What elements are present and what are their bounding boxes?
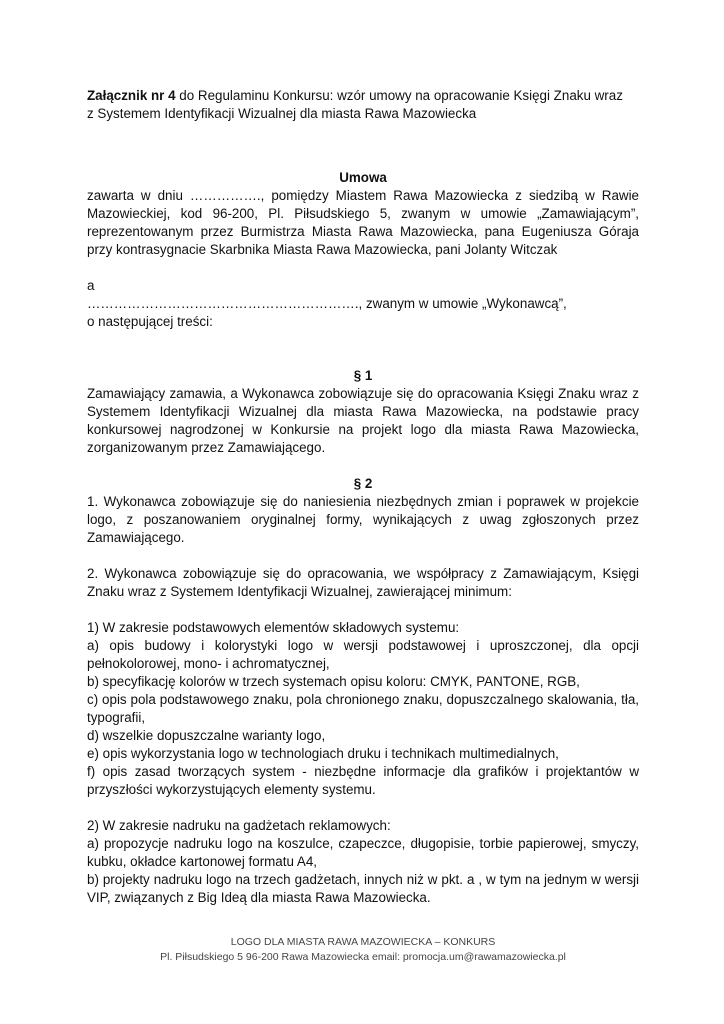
contract-following: o następującej treści: <box>87 314 213 329</box>
list-item: c) opis pola podstawowego znaku, pola chronionego znaku, dopuszczalnego skalowania, tła, typografii, <box>87 692 639 725</box>
contractor-line: ……………………………………………………., zwanym w umowie „Wykonawcą”, <box>87 296 567 311</box>
list-item: a) opis budowy i kolorystyki logo w wersji podstawowej i uproszczonej, dla opcji pełnokolorowej, mono- i achromatycznej, <box>87 638 639 671</box>
list-item: f) opis zasad tworzących system - niezbędne informacje dla grafików i projektantów w przyszłości wykorzystujących elementy systemu. <box>87 764 639 797</box>
list-item: a) propozycje nadruku logo na koszulce, czapeczce, długopisie, torbie papierowej, smyczy, kubku, okładce kartonowej formatu A4, <box>87 836 639 869</box>
list-item: b) projekty nadruku logo na trzech gadżetach, innych niż w pkt. a , w tym na jednym w wersji VIP, związanych z Big Ideą dla miasta Rawa Mazowiecka. <box>87 872 639 905</box>
section2-point1: 1. Wykonawca zobowiązuje się do naniesienia niezbędnych zmian i poprawek w projekcie logo, z poszanowaniem oryginalnej formy, wynikających z uwag zgłoszonych przez Zamawiającego. <box>87 494 639 545</box>
attachment-number: Załącznik nr 4 <box>87 88 176 103</box>
document-page <box>87 87 639 907</box>
contract-intro: zawarta w dniu ……………., pomiędzy Miastem Rawa Mazowiecka z siedzibą w Rawie Mazowieckiej, kod 96-200, Pl. Piłsudskiego 5, zwanym w umowie „Zamawiającym”, reprezentowanym przez Burmistrza Miasta Rawa Mazowiecka, pana Eugeniusza Góraja przy kontrasygnacie Skarbnika Miasta Rawa Mazowiecka, pani Jolanty Witczak <box>87 188 639 257</box>
footer-title: LOGO DLA MIASTA RAWA MAZOWIECKA – KONKURS <box>230 936 496 948</box>
list-item: b) specyfikację kolorów w trzech systemach opisu koloru: CMYK, PANTONE, RGB, <box>87 674 580 689</box>
attachment-header <box>87 87 639 123</box>
page-footer <box>87 935 639 965</box>
list2-title: 2) W zakresie nadruku na gadżetach reklamowych: <box>87 818 391 833</box>
section1-text: Zamawiający zamawia, a Wykonawca zobowiązuje się do opracowania Księgi Znaku wraz z Systemem Identyfikacji Wizualnej dla miasta Rawa Mazowiecka, na podstawie pracy konkursowej nagrodzonej w Konkursie na projekt logo dla miasta Rawa Mazowiecka, zorganizowanym przez Zamawiającego. <box>87 386 639 455</box>
contract-title: Umowa <box>339 170 387 185</box>
list1-title: 1) W zakresie podstawowych elementów składowych systemu: <box>87 620 460 635</box>
footer-contact: Pl. Piłsudskiego 5 96-200 Rawa Mazowiecka email: promocja.um@rawamazowiecka.pl <box>160 951 566 963</box>
contract-and: a <box>87 278 95 293</box>
attachment-header-line1: do Regulaminu Konkursu: wzór umowy na opracowanie Księgi Znaku wraz <box>175 88 623 103</box>
list-item: d) wszelkie dopuszczalne warianty logo, <box>87 728 326 743</box>
section2-point2: 2. Wykonawca zobowiązuje się do opracowania, we współpracy z Zamawiającym, Księgi Znaku wraz z Systemem Identyfikacji Wizualnej, zawierającej minimum: <box>87 566 639 599</box>
section2-heading: § 2 <box>353 476 373 491</box>
attachment-header-line2: z Systemem Identyfikacji Wizualnej dla miasta Rawa Mazowiecka <box>87 106 477 121</box>
list-item: e) opis wykorzystania logo w technologiach druku i technikach multimedialnych, <box>87 746 559 761</box>
section1-heading: § 1 <box>353 368 373 383</box>
